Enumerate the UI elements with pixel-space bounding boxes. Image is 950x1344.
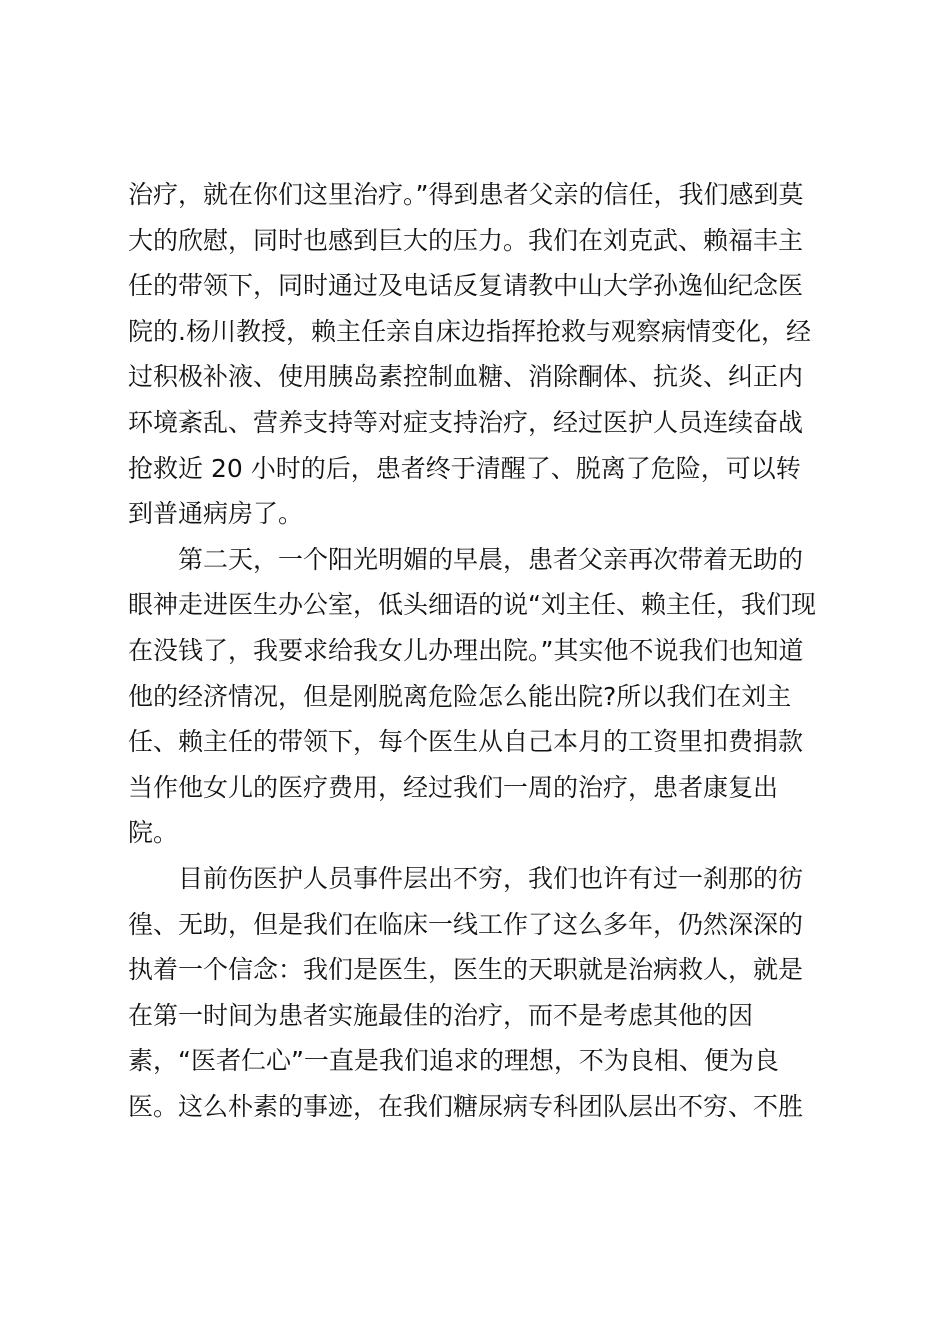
text-line: 当作他女儿的医疗费用，经过我们一周的治疗，患者康复出	[128, 772, 779, 802]
text-line: 徨、无助，但是我们在临床一线工作了这么多年，仍然深深的	[128, 909, 804, 939]
text-line: 眼神走进医生办公室，低头细语的说“刘主任、赖主任，我们现	[128, 590, 816, 620]
text-line: 执着一个信念：我们是医生，医生的天职就是治病救人，就是	[128, 955, 804, 985]
text-line: 任、赖主任的带领下，每个医生从自己本月的工资里扣费捐款	[128, 727, 804, 757]
text-line: 在第一时间为患者实施最佳的治疗，而不是考虑其他的因	[128, 1000, 754, 1030]
paragraph-1	[128, 172, 838, 537]
text-line: 素，“医者仁心”一直是我们追求的理想，不为良相、便为良	[128, 1046, 779, 1076]
text-line: 抢救近 20 小时的后，患者终于清醒了、脱离了危险，可以转	[128, 453, 801, 483]
text-line: 环境紊乱、营养支持等对症支持治疗，经过医护人员连续奋战	[128, 407, 804, 437]
text-line: 任的带领下，同时通过及电话反复请教中山大学孙逸仙纪念医	[128, 271, 804, 301]
body-text	[128, 172, 838, 1129]
text-line: 他的经济情况，但是刚脱离危险怎么能出院?所以我们在刘主	[128, 681, 792, 711]
paragraph-3	[128, 856, 838, 1130]
text-line: 第二天，一个阳光明媚的早晨，患者父亲再次带着无助的	[178, 544, 804, 574]
text-line: 到普通病房了。	[128, 499, 304, 529]
text-line: 目前伤医护人员事件层出不穷，我们也许有过一刹那的彷	[178, 863, 804, 893]
text-line: 医。这么朴素的事迹，在我们糖尿病专科团队层出不穷、不胜	[128, 1091, 804, 1121]
text-line: 治疗，就在你们这里治疗。”得到患者父亲的信任，我们感到莫	[128, 180, 804, 209]
text-line: 院。	[128, 818, 179, 848]
text-line: 院的.杨川教授，赖主任亲自床边指挥抢救与观察病情变化，经	[128, 316, 811, 346]
text-line: 过积极补液、使用胰岛素控制血糖、消除酮体、抗炎、纠正内	[128, 362, 804, 392]
text-line: 大的欣慰，同时也感到巨大的压力。我们在刘克武、赖福丰主	[128, 225, 804, 255]
paragraph-2	[128, 537, 838, 856]
text-line: 在没钱了，我要求给我女儿办理出院。”其实他不说我们也知道	[128, 635, 804, 665]
